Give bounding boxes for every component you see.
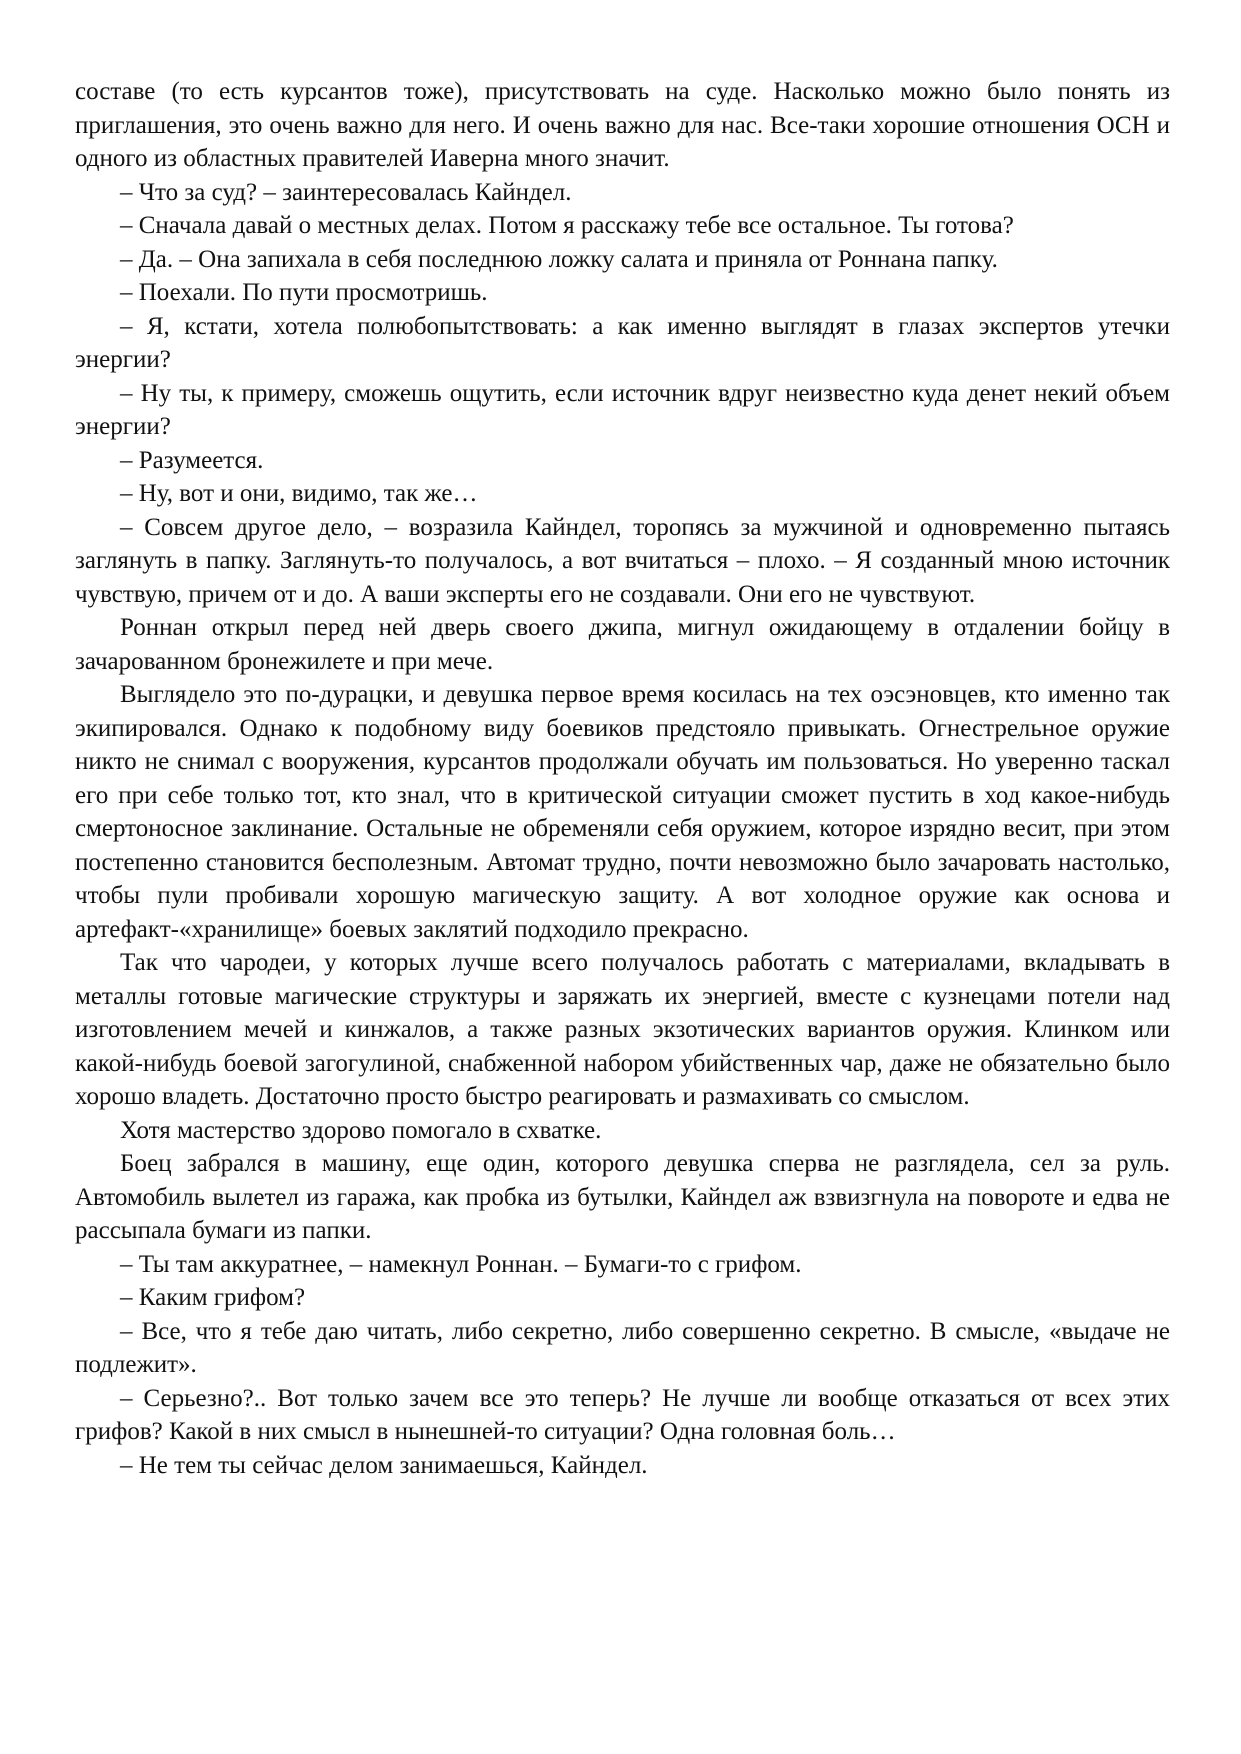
dialogue-line: – Разумеется. xyxy=(120,446,264,474)
dialogue-line: – Что за суд? – заинтересовалась Кайндел. xyxy=(120,178,572,206)
narrative-paragraph: Так что чародеи, у которых лучше всего получалось работать с материалами, вкладывать в металлы готовые магические структуры и заряжать их энергией, вместе с кузнецами потели над изготовлением мечей и кинжалов, а также разных экзотических вариантов оружия. Клинком или какой-нибудь боевой загогулиной, снабженной набором убийственных чар, даже не обязательно было хорошо владеть. Достаточно просто быстро реагировать и размахивать со смыслом. xyxy=(75,949,1170,1110)
dialogue-line: – Серьезно?.. Вот только зачем все это теперь? Не лучше ли вообще отказаться от всех этих грифов? Какой в них смысл в нынешней-то ситуации? Одна головная боль… xyxy=(75,1384,1170,1445)
dialogue-line: – Совсем другое дело, – возразила Кайндел, торопясь за мужчиной и одновременно пытаясь заглянуть в папку. Заглянуть-то получалось, а вот вчитаться – плохо. – Я созданный мною источник чувствую, причем от и до. А ваши эксперты его не создавали. Они его не чувствуют. xyxy=(75,513,1170,608)
narrative-paragraph: Роннан открыл перед ней дверь своего джипа, мигнул ожидающему в отдалении бойцу в зачарованном бронежилете и при мече. xyxy=(75,614,1170,675)
dialogue-line: – Ну, вот и они, видимо, так же… xyxy=(120,480,478,507)
narrative-paragraph: Хотя мастерство здорово помогало в схватке. xyxy=(120,1116,602,1144)
narrative-paragraph: Боец забрался в машину, еще один, которого девушка сперва не разглядела, сел за руль. Автомобиль вылетел из гаража, как пробка из бутылки, Кайндел аж взвизгнула на повороте и едва не рассыпала бумаги из папки. xyxy=(75,1150,1170,1244)
dialogue-line: – Ты там аккуратнее, – намекнул Роннан. – Бумаги-то с грифом. xyxy=(120,1250,802,1278)
dialogue-line: – Не тем ты сейчас делом занимаешься, Кайндел. xyxy=(120,1451,648,1479)
dialogue-line: – Я, кстати, хотела полюбопытствовать: а как именно выглядят в глазах экспертов утечки энергии? xyxy=(75,312,1170,373)
text-body xyxy=(75,75,1170,1482)
dialogue-line: – Да. – Она запихала в себя последнюю ложку салата и приняла от Роннана папку. xyxy=(120,245,998,273)
dialogue-line: – Сначала давай о местных делах. Потом я расскажу тебе все остальное. Ты готова? xyxy=(120,212,1014,239)
dialogue-line: – Поехали. По пути просмотришь. xyxy=(120,279,488,306)
dialogue-line: – Каким грифом? xyxy=(120,1284,306,1311)
paragraph-continuation: составе (то есть курсантов тоже), присутствовать на суде. Насколько можно было понять из приглашения, это очень важно для него. И очень важно для нас. Все-таки хорошие отношения ОСН и одного из областных правителей Иаверна много значит. xyxy=(75,78,1170,172)
dialogue-line: – Ну ты, к примеру, сможешь ощутить, если источник вдруг неизвестно куда денет некий объем энергии? xyxy=(75,379,1170,440)
dialogue-line: – Все, что я тебе даю читать, либо секретно, либо совершенно секретно. В смысле, «выдаче не подлежит». xyxy=(75,1317,1170,1378)
narrative-paragraph: Выглядело это по-дурацки, и девушка первое время косилась на тех оэсэновцев, кто именно так экипировался. Однако к подобному виду боевиков предстояло привыкать. Огнестрельное оружие никто не снимал с вооружения, курсантов продолжали обучать им пользоваться. Но уверенно таскал его при себе только тот, кто знал, что в критической ситуации сможет пустить в ход какое-нибудь смертоносное заклинание. Остальные не обременяли себя оружием, которое изрядно весит, при этом постепенно становится бесполезным. Автомат трудно, почти невозможно было зачаровать настолько, чтобы пули пробивали хорошую магическую защиту. А вот холодное оружие как основа и артефакт-«хранилище» боевых заклятий подходило прекрасно. xyxy=(75,681,1170,943)
